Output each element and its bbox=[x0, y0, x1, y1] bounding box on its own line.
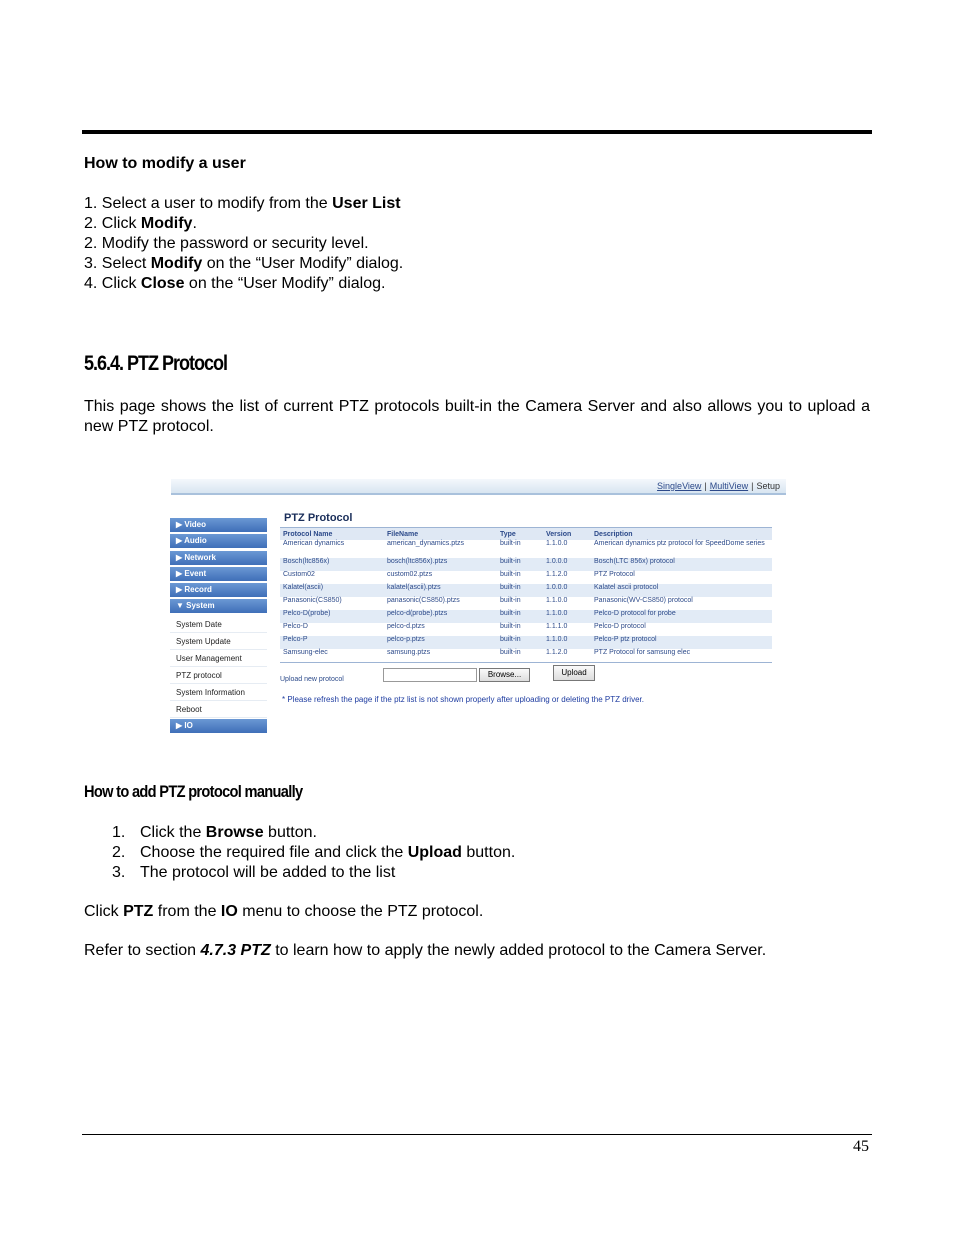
cell: built-in bbox=[500, 649, 521, 656]
sidebar bbox=[170, 518, 267, 735]
cell: Panasonic(CS850) bbox=[283, 597, 342, 604]
cell: American dynamics bbox=[283, 540, 345, 547]
browse-button[interactable]: Browse... bbox=[479, 668, 530, 682]
cell: PTZ Protocol for samsung elec bbox=[594, 649, 691, 656]
cell: American dynamics ptz protocol for SpeedDome series bbox=[594, 540, 765, 547]
section-title: 5.6.4. PTZ Protocol bbox=[84, 352, 227, 375]
cell: Bosch(LTC 856x) protocol bbox=[591, 558, 772, 571]
cell: panasonic(CS850).ptzs bbox=[387, 597, 460, 604]
sidebar-subitem-reboot[interactable]: Reboot bbox=[170, 701, 267, 718]
cell: built-in bbox=[500, 597, 521, 604]
cell: Panasonic(WV-CS850) protocol bbox=[594, 597, 693, 604]
panel-title: PTZ Protocol bbox=[284, 512, 353, 524]
cell: built-in bbox=[497, 636, 543, 649]
refer-section-line: Refer to section 4.7.3 PTZ to learn how to apply the newly added protocol to the Camera Server. bbox=[84, 942, 767, 959]
list-item: 4. Click Close on the “User Modify” dialog. bbox=[84, 275, 386, 292]
cell: Pelco-D(probe) bbox=[280, 610, 384, 623]
cell: built-in bbox=[497, 558, 543, 571]
cell: samsung.ptzs bbox=[387, 649, 431, 656]
ptz-menu-instruction: Click PTZ from the IO menu to choose the PTZ protocol. bbox=[84, 903, 484, 920]
cell: pelco-d.ptzs bbox=[387, 623, 425, 630]
table-row[interactable] bbox=[280, 540, 772, 558]
cell: Kalatel(ascii) bbox=[280, 584, 384, 597]
list-item: 3. Select Modify on the “User Modify” dialog. bbox=[84, 255, 404, 272]
modify-user-heading: How to modify a user bbox=[84, 155, 246, 172]
sidebar-item-audio[interactable]: ▶ Audio bbox=[170, 534, 267, 548]
manual-section-title: How to add PTZ protocol manually bbox=[84, 782, 303, 801]
cell: Pelco-P ptz protocol bbox=[591, 636, 772, 649]
table-row[interactable] bbox=[280, 584, 772, 597]
cell: Custom02 bbox=[283, 571, 315, 578]
page-number: 45 bbox=[853, 1138, 869, 1155]
upload-label: Upload new protocol bbox=[280, 676, 344, 683]
col-type: Type bbox=[497, 528, 543, 540]
cell: built-in bbox=[497, 584, 543, 597]
col-protocol-name: Protocol Name bbox=[280, 528, 384, 540]
list-item: 2. Click Modify. bbox=[84, 215, 197, 232]
list-item: 1. Click the Browse button. bbox=[112, 824, 317, 841]
cell: 1.1.2.0 bbox=[546, 649, 568, 656]
list-item: 2. Choose the required file and click the Upload button. bbox=[112, 844, 516, 861]
table-header-row bbox=[280, 528, 772, 540]
ptz-screenshot bbox=[168, 476, 788, 744]
cell: american_dynamics.ptzs bbox=[387, 540, 465, 547]
table-row[interactable] bbox=[280, 571, 772, 584]
cell: 1.1.1.0 bbox=[546, 623, 568, 630]
cell: Pelco-P bbox=[280, 636, 384, 649]
cell: built-in bbox=[497, 610, 543, 623]
cell: Pelco-D protocol bbox=[594, 623, 646, 630]
section-intro: This page shows the list of current PTZ protocols built-in the Camera Server and also allows you to upload a new PTZ protocol. bbox=[84, 398, 870, 435]
list-item: 3. The protocol will be added to the list bbox=[112, 864, 396, 881]
col-description: Description bbox=[591, 528, 772, 540]
cell: bosch(ltc856x).ptzs bbox=[384, 558, 497, 571]
table-row[interactable] bbox=[280, 558, 772, 571]
cell: Kalatel ascii protocol bbox=[591, 584, 772, 597]
sidebar-item-network[interactable]: ▶ Network bbox=[170, 551, 267, 565]
col-version: Version bbox=[543, 528, 591, 540]
table-row[interactable] bbox=[280, 623, 772, 636]
upload-button[interactable]: Upload bbox=[553, 665, 595, 681]
cell: 1.0.0.0 bbox=[543, 584, 591, 597]
file-path-input[interactable] bbox=[383, 668, 477, 682]
list-item: 1. Select a user to modify from the User List bbox=[84, 195, 401, 212]
cell: Samsung-elec bbox=[283, 649, 328, 656]
footer-rule bbox=[82, 1134, 872, 1135]
col-filename: FileName bbox=[384, 528, 497, 540]
modify-user-steps bbox=[84, 194, 403, 294]
cell: built-in bbox=[500, 540, 521, 547]
cell: 1.1.0.0 bbox=[546, 597, 568, 604]
table-row[interactable] bbox=[280, 610, 772, 623]
cell: 1.0.0.0 bbox=[543, 558, 591, 571]
cell: custom02.ptzs bbox=[387, 571, 433, 578]
cell: Pelco-D bbox=[283, 623, 308, 630]
sidebar-subitem-user-management[interactable]: User Management bbox=[170, 650, 267, 667]
sidebar-item-event[interactable]: ▶ Event bbox=[170, 567, 267, 581]
nav-singleview[interactable]: SingleView bbox=[657, 481, 702, 491]
nav-multiview[interactable]: MultiView bbox=[709, 481, 749, 491]
cell: pelco-p.ptzs bbox=[384, 636, 497, 649]
top-bar bbox=[171, 479, 786, 495]
cell: built-in bbox=[500, 571, 521, 578]
table-row[interactable] bbox=[280, 649, 772, 663]
sidebar-subitem-system-information[interactable]: System Information bbox=[170, 684, 267, 701]
manual-steps bbox=[112, 823, 515, 883]
top-nav: SingleView | MultiView | Setup bbox=[657, 481, 780, 491]
sidebar-subitem-system-date[interactable]: System Date bbox=[170, 616, 267, 633]
sidebar-subitem-ptz-protocol[interactable]: PTZ protocol bbox=[170, 667, 267, 684]
sidebar-item-video[interactable]: ▶ Video bbox=[170, 518, 267, 532]
header-rule bbox=[82, 130, 872, 134]
cell: 1.1.2.0 bbox=[546, 571, 568, 578]
sidebar-subitem-system-update[interactable]: System Update bbox=[170, 633, 267, 650]
cell: Bosch(ltc856x) bbox=[280, 558, 384, 571]
refresh-note: * Please refresh the page if the ptz list is not shown properly after uploading or deleting the PTZ driver. bbox=[282, 695, 644, 704]
cell: 1.1.0.0 bbox=[543, 636, 591, 649]
table-row[interactable] bbox=[280, 597, 772, 610]
cell: built-in bbox=[500, 623, 521, 630]
sidebar-item-record[interactable]: ▶ Record bbox=[170, 583, 267, 597]
cell: Pelco-D protocol for probe bbox=[591, 610, 772, 623]
list-item: 2. Modify the password or security level. bbox=[84, 235, 369, 252]
table-row[interactable] bbox=[280, 636, 772, 649]
section-reference: 4.7.3 PTZ bbox=[200, 942, 271, 959]
cell: PTZ Protocol bbox=[594, 571, 635, 578]
sidebar-item-system[interactable]: ▼ System bbox=[170, 599, 267, 613]
nav-setup[interactable]: Setup bbox=[756, 481, 780, 491]
cell: kalatel(ascii).ptzs bbox=[384, 584, 497, 597]
protocol-table bbox=[280, 528, 772, 663]
cell: 1.1.0.0 bbox=[543, 610, 591, 623]
cell: 1.1.0.0 bbox=[546, 540, 568, 547]
sidebar-item-io[interactable]: ▶ IO bbox=[170, 719, 267, 733]
cell: pelco-d(probe).ptzs bbox=[384, 610, 497, 623]
